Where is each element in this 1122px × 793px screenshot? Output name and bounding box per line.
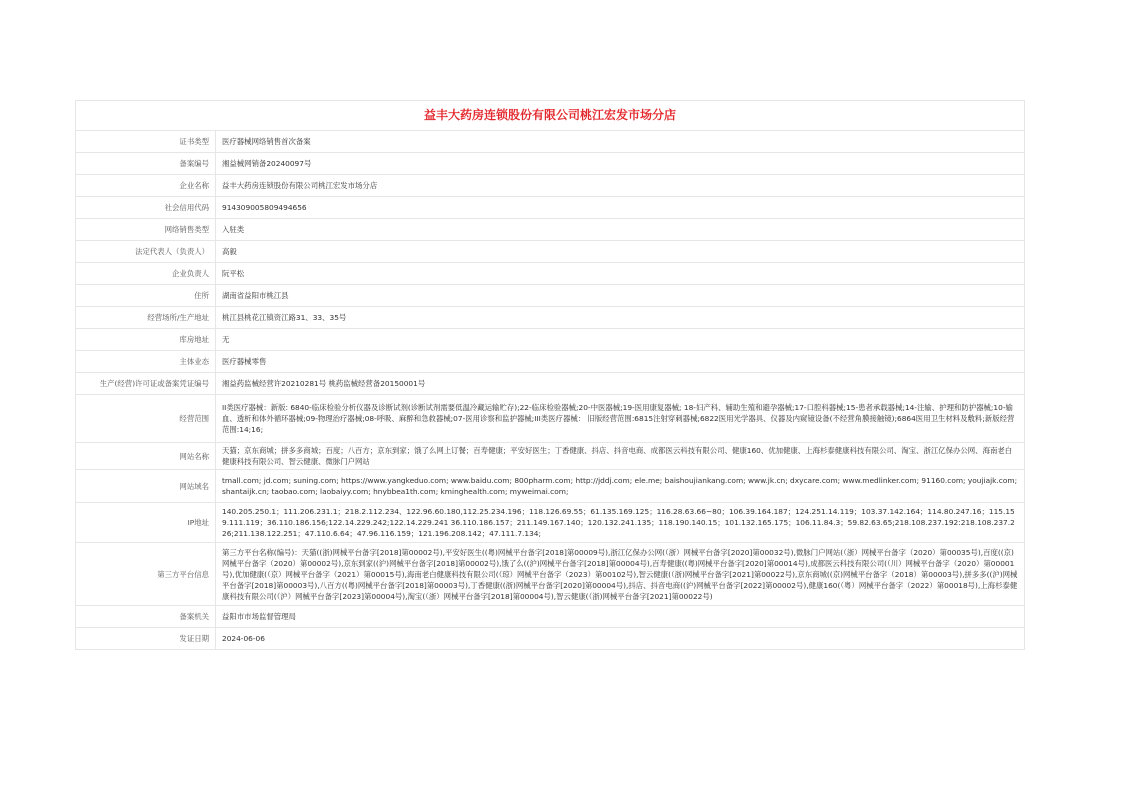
field-value: 益阳市市场监督管理局	[216, 606, 1025, 628]
field-label: 第三方平台信息	[76, 543, 216, 606]
field-label: 住所	[76, 285, 216, 307]
field-value: II类医疗器械：新版: 6840-临床检验分析仪器及诊断试剂(诊断试剂需要低温冷藏运输贮存);22-临床检验器械;20-中医器械;19-医用康复器械; 18-妇产科、辅助生殖和避孕器械;17-口腔科器械;15-患者承载器械;14-注输、护理和防护器械;10-输血、透析和体外循环器械;09-物理治疗器械;08-呼吸、麻醉和急救器械;07-医用诊察和监护器械;III类医疗器械： 旧版经营范围:6815注射穿刺器械;6822医用光学器具、仪器及内窥镜设备(不经营角膜接触镜);6864医用卫生材料及敷料;新版经营范围:14;16;	[216, 395, 1025, 443]
record-table	[75, 130, 1025, 650]
field-value: 2024-06-06	[216, 628, 1025, 650]
table-row	[76, 241, 1025, 263]
field-value: 914309005809494656	[216, 197, 1025, 219]
field-value: 无	[216, 329, 1025, 351]
field-label: 社会信用代码	[76, 197, 216, 219]
field-value: 入驻类	[216, 219, 1025, 241]
field-label: 库房地址	[76, 329, 216, 351]
field-value: 益丰大药房连锁股份有限公司桃江宏发市场分店	[216, 175, 1025, 197]
table-row	[76, 606, 1025, 628]
table-row	[76, 543, 1025, 606]
page-title: 益丰大药房连锁股份有限公司桃江宏发市场分店	[75, 100, 1025, 130]
table-row	[76, 395, 1025, 443]
record-table-body	[76, 131, 1025, 650]
field-label: 备案编号	[76, 153, 216, 175]
field-label: 经营范围	[76, 395, 216, 443]
field-label: 法定代表人（负责人）	[76, 241, 216, 263]
table-row	[76, 443, 1025, 470]
field-label: 网络销售类型	[76, 219, 216, 241]
table-row	[76, 329, 1025, 351]
field-label: 经营场所/生产地址	[76, 307, 216, 329]
field-label: IP地址	[76, 503, 216, 543]
field-value: 第三方平台名称(编号)：天猫((浙)网械平台备字[2018]第00002号),平安好医生((粤)网械平台备字[2018]第00009号),浙江亿保办公网(（浙）网械平台备字[2020]第00032号),微脉门户网站(（浙）网械平台备字（2020）第00035号),百度((京)网械平台备字（2020）第00002号),京东到家((沪)网械平台备字[2018]第00002号),饿了么((沪)网械平台备字[2018]第00004号),百寿健康((粤)网械平台备字[2020]第00014号),成都医云科技有限公司(（川）网械平台备字（2020）第00001号),优加健康(（京）网械平台备字（2021）第00015号),海南老白健康科技有限公司(（琼）网械平台备字（2023）第00102号),智云健康(（浙)网械平台备字[2021]第00022号),京东商城((京)网械平台备字（2018）第00003号),拼多多((沪)网械平台备字[2018]第00003号),八百方((粤)网械平台备字[2018]第00003号),丁香健康((浙)网械平台备字[2020]第00004号),抖店、抖音电商((沪)网械平台备字[2022]第00002号),健康160(（粤）网械平台备字（2022）第00018号),上海杉泰健康科技有限公司(（沪）网械平台备字[2023]第00004号),淘宝(（浙）网械平台备字[2018]第00004号),智云健康(（浙)网械平台备字[2021]第00022号)	[216, 543, 1025, 606]
table-row	[76, 628, 1025, 650]
field-label: 企业负责人	[76, 263, 216, 285]
table-row	[76, 470, 1025, 503]
table-row	[76, 285, 1025, 307]
field-label: 生产(经营)许可证或备案凭证编号	[76, 373, 216, 395]
table-row	[76, 219, 1025, 241]
table-row	[76, 307, 1025, 329]
field-value: tmall.com; jd.com; suning.com; https://www.yangkeduo.com; www.baidu.com; 800pharm.com; http://jddj.com; ele.me; baishoujiankang.com; www.jk.cn; dxycare.com; www.medlinker.com; 91160.com; youjiajk.com; shantaijk.cn; taobao.com; laobaiyy.com; hnybbea1th.com; kminghealth.com; myweimai.com;	[216, 470, 1025, 503]
field-label: 证书类型	[76, 131, 216, 153]
field-value: 湘益械网销备20240097号	[216, 153, 1025, 175]
field-label: 网站域名	[76, 470, 216, 503]
record-document	[75, 100, 1025, 650]
table-row	[76, 153, 1025, 175]
field-value: 医疗器械网络销售首次备案	[216, 131, 1025, 153]
field-label: 备案机关	[76, 606, 216, 628]
field-value: 医疗器械零售	[216, 351, 1025, 373]
table-row	[76, 131, 1025, 153]
field-value: 湘益药监械经营许20210281号 桃药监械经营备20150001号	[216, 373, 1025, 395]
field-value: 湖南省益阳市桃江县	[216, 285, 1025, 307]
table-row	[76, 503, 1025, 543]
field-label: 网站名称	[76, 443, 216, 470]
field-value: 阮平松	[216, 263, 1025, 285]
table-row	[76, 175, 1025, 197]
field-value: 天猫；京东商城；拼多多商城；百度；八百方；京东到家；饿了么网上订餐；百寿健康；平安好医生；丁香健康、抖店、抖音电商、成都医云科技有限公司、健康160、优加健康、上海杉泰健康科技有限公司、淘宝、浙江亿保办公网、海南老白健康科技有限公司、智云健康、微脉门户网站	[216, 443, 1025, 470]
table-row	[76, 263, 1025, 285]
table-row	[76, 373, 1025, 395]
field-label: 企业名称	[76, 175, 216, 197]
field-label: 发证日期	[76, 628, 216, 650]
field-value: 高毅	[216, 241, 1025, 263]
field-value: 140.205.250.1；111.206.231.1；218.2.112.234、122.96.60.180,112.25.234.196；118.126.69.55；61.135.169.125；116.28.63.66~80；106.39.164.187；124.251.14.119；103.37.142.164；114.80.247.16；115.159.111.119；36.110.186.156;122.14.229.242;122.14.229.241 36.110.186.157；211.149.167.140；120.132.241.135；118.190.140.15；101.132.165.175；106.11.84.3；59.82.63.65;218.108.237.192:218.108.237.226;211.138.122.251；47.110.6.64；47.96.116.159；121.196.208.142；47.111.7.134;	[216, 503, 1025, 543]
table-row	[76, 351, 1025, 373]
field-label: 主体业态	[76, 351, 216, 373]
field-value: 桃江县桃花江镇资江路31、33、35号	[216, 307, 1025, 329]
table-row	[76, 197, 1025, 219]
